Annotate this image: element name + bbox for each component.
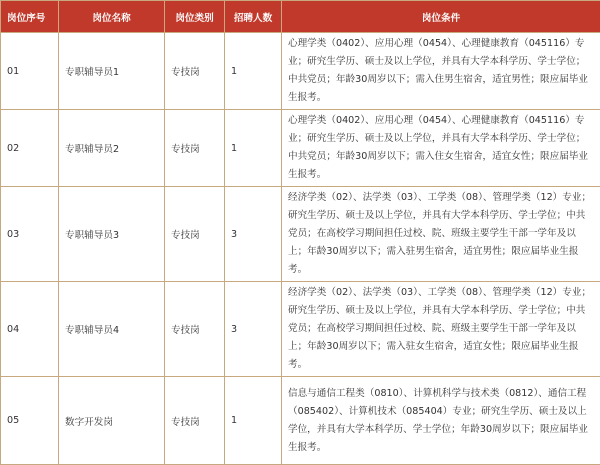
cell-type: 专技岗 [165,377,225,465]
table-row [1,110,600,187]
cell-name: 数字开发岗 [59,377,165,465]
cell-type: 专技岗 [165,33,225,110]
cell-conditions: 经济学类（02）、法学类（03）、工学类（08）、管理学类（12）专业；研究生学历、硕士及以上学位，并具有大学本科学历、学士学位；中共党员；在高校学习期间担任过校、院、班级主要学生干部一学年及以上；年龄30周岁以下；需入驻男生宿舍，适宜男性；限应届毕业生报考。 [282,187,600,282]
header-conditions: 岗位条件 [282,1,600,33]
cell-conditions: 心理学类（0402）、应用心理（0454）、心理健康教育（045116）专业；研究生学历、硕士及以上学位，并具有大学本科学历、学士学位；中共党员；年龄30周岁以下；需入住女生宿舍，适宜女性；限应届毕业生报考。 [282,110,600,187]
table-row [1,187,600,282]
header-name: 岗位名称 [59,1,165,33]
header-type: 岗位类别 [165,1,225,33]
table-row [1,33,600,110]
cell-count: 1 [225,33,282,110]
cell-conditions: 心理学类（0402）、应用心理（0454）、心理健康教育（045116）专业；研究生学历、硕士及以上学位，并具有大学本科学历、学士学位；中共党员；年龄30周岁以下；需入住男生宿舍，适宜男性；限应届毕业生报考。 [282,33,600,110]
cell-conditions: 信息与通信工程类（0810）、计算机科学与技术类（0812）、通信工程（085402）、计算机技术（085404）专业；研究生学历、硕士及以上学位，并具有大学本科学历、学士学位；年龄30周岁以下；限应届毕业生报考。 [282,377,600,465]
cell-type: 专技岗 [165,187,225,282]
cell-name: 专职辅导员3 [59,187,165,282]
header-row [1,1,600,33]
cell-count: 1 [225,110,282,187]
cell-type: 专技岗 [165,282,225,377]
cell-conditions: 经济学类（02）、法学类（03）、工学类（08）、管理学类（12）专业；研究生学历、硕士及以上学位，并具有大学本科学历、学士学位；中共党员；在高校学习期间担任过校、院、班级主要学生干部一学年及以上；年龄30周岁以下；需入驻女生宿舍，适宜女性；限应届毕业生报考。 [282,282,600,377]
cell-count: 1 [225,377,282,465]
cell-count: 3 [225,187,282,282]
cell-name: 专职辅导员4 [59,282,165,377]
cell-count: 3 [225,282,282,377]
table-row [1,282,600,377]
header-seq: 岗位序号 [1,1,59,33]
cell-seq: 01 [1,33,59,110]
cell-name: 专职辅导员1 [59,33,165,110]
cell-type: 专技岗 [165,110,225,187]
cell-seq: 05 [1,377,59,465]
cell-seq: 04 [1,282,59,377]
table-row [1,377,600,465]
cell-seq: 03 [1,187,59,282]
cell-seq: 02 [1,110,59,187]
header-count: 招聘人数 [225,1,282,33]
cell-name: 专职辅导员2 [59,110,165,187]
